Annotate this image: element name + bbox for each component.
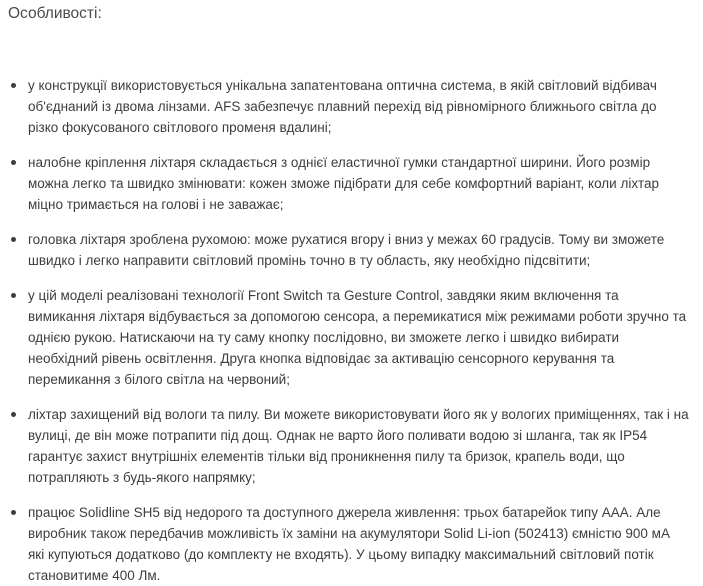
features-list bbox=[8, 75, 693, 586]
feature-text: головка ліхтаря зроблена рухомою: може рухатися вгору і вниз у межах 60 градусів. Тому ви зможете швидко і легко направити світловий промінь точно в ту область, яку необхідно підсвітити; bbox=[28, 232, 665, 268]
feature-item bbox=[8, 285, 693, 390]
section-heading: Особливості: bbox=[8, 5, 102, 22]
bullet-icon bbox=[11, 160, 16, 165]
feature-item bbox=[8, 502, 693, 586]
feature-item bbox=[8, 404, 693, 488]
feature-text: ліхтар захищений від вологи та пилу. Ви можете використовувати його як у вологих приміщеннях, так і на вулиці, де він може потрапити під дощ. Однак не варто його поливати водою зі шланга, так як IP54 гарантує захист внутрішніх елементів тільки від проникнення пилу та бризок, крапель води, що потрапляють з будь-якого напрямку; bbox=[28, 407, 689, 485]
feature-text: працює Solidline SH5 від недорого та доступного джерела живлення: трьох батарейок типу AAA. Але виробник також передбачив можливість їх заміни на акумулятори Solid Li-ion (502413) ємністю 900 мА які купуються додатково (до комплекту не входять). У цьому випадку максимальний світловий потік становитиме 400 Лм. bbox=[28, 505, 670, 583]
feature-item bbox=[8, 75, 693, 138]
feature-text: у цій моделі реалізовані технології Front Switch та Gesture Control, завдяки яким включення та вимикання ліхтаря відбувається за допомогою сенсора, а перемикатися між режимами роботи зручно та однією рукою. Натискаючи на ту саму кнопку послідовно, ви зможете легко і швидко вибирати необхідний рівень освітлення. Друга кнопка відповідає за активацію сенсорного керування та перемикання з білого світла на червоний; bbox=[28, 288, 687, 387]
bullet-icon bbox=[11, 293, 16, 298]
feature-item bbox=[8, 152, 693, 215]
bullet-icon bbox=[11, 510, 16, 515]
bullet-icon bbox=[11, 237, 16, 242]
feature-text: налобне кріплення ліхтаря складається з однієї еластичної гумки стандартної ширини. Його розмір можна легко та швидко змінювати: кожен зможе підібрати для себе комфортний варіант, коли ліхтар міцно тримається на голові і не заважає; bbox=[28, 155, 659, 212]
bullet-icon bbox=[11, 412, 16, 417]
bullet-icon bbox=[11, 83, 16, 88]
feature-item bbox=[8, 229, 693, 271]
feature-text: у конструкції використовується унікальна запатентована оптична система, в якій світловий відбивач об'єднаний із двома лінзами. AFS забезпечує плавний перехід від рівномірного ближнього світла до різко фокусованого світлового променя вдалині; bbox=[28, 78, 657, 135]
